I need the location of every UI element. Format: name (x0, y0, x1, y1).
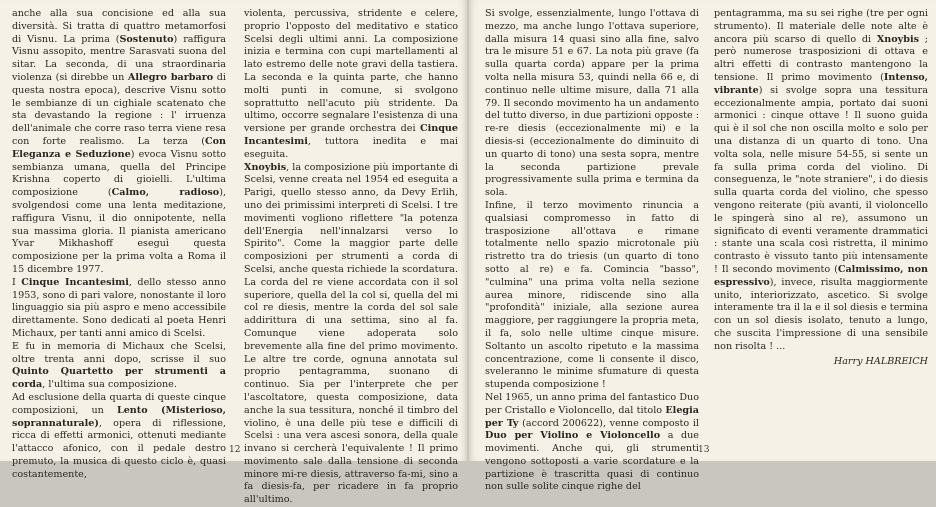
paragraph (714, 8, 928, 354)
paragraph (12, 8, 226, 277)
text-run: , la composizione più importante di Scelsi, venne creata nel 1954 ed eseguita a Parigi, quello stesso anno, da Devy Erlih, uno dei primissimi interpreti di Scelsi. I tre movimenti vogliono riflettere "la potenza dell'Energia nell'innalzarsi verso lo Spirito". Come la maggior parte delle composizioni per strumenti a corda di Scelsi, anche questa richiede la scordatura. La corda del re viene accordata con il sol superiore, quella del la col si, quella del mi col re diesis, mentre la corda del sol sale addirittura di una settima, sino al fa. Comunque viene adoperata solo brevemente alla fine del primo movimento. Le altre tre corde, ognuna annotata sul proprio pentagramma, suonano di continuo. Sia per l'interprete che per l'ascoltatore, questa composizione, data anche la sua tessitura, nonché il timbro del violino, è una delle più tese e difficili di Scelsi : una vera ascesi sonora, della quale invano si cercherà l'equivalente ! Il primo movimento sale dalla tensione di seconda minore mi-re diesis, attraverso fa-mi, sino a fa diesis-fa, per ricadere in fa proprio all'ultimo. (244, 161, 458, 506)
text-run: (accord 200622), venne composto il (518, 417, 699, 429)
page-number-right: 13 (698, 445, 710, 455)
bold-title-text: Cinque Incantesimi (21, 276, 129, 288)
paragraph (244, 162, 458, 507)
page-left (0, 0, 467, 506)
text-run: , tuttora inedita e mai eseguita. (244, 135, 458, 160)
paragraph (12, 341, 226, 392)
paragraph (12, 392, 226, 482)
right-page-column-1 (485, 8, 699, 493)
text-run: pentagramma, ma su sei righe (tre per ogni strumento). Il materiale delle note alte è ancora più scarso di quello di (714, 8, 928, 45)
bold-title-text: Quinto Quartetto per strumenti a corda (12, 366, 226, 391)
text-run: a due movimenti. Anche qui, gli strumenti vengono sottoposti a varie scordature e la partizione è trascritta quasi di continuo non sulle solite cinque righe del (485, 430, 699, 493)
bold-title-text: Xnoybis (876, 33, 920, 45)
bold-title-text: Duo per Violino e Violoncello (485, 430, 661, 442)
text-run: Ad esclusione della quarta di queste cinque composizioni, un (12, 391, 226, 416)
bold-title-text: Calmo, radioso (111, 187, 220, 199)
bold-title-text: Allegro barbaro (127, 71, 214, 83)
page-right (469, 0, 936, 493)
text-run: di questa nostra epoca), descrive Visnu sotto le sembianze di un cighiale scatenato che sta devastando la regione : l' irruenza dell'animale che corre raso terra viene resa con forte realismo. La terza ( (12, 71, 227, 147)
paragraph (244, 8, 458, 162)
bold-title-text: Intenso, vibrante (714, 71, 928, 96)
text-run: violenta, percussiva, stridente e celere, proprio l'opposto del meditativo e statico Scelsi degli ultimi anni. La composizione inizia e termina con cupi martellamenti al lato estremo delle note gravi della tastiera. La seconda e la quinta parte, che hanno molti punti in comune, si svolgono soprattutto nell'acuto più stridente. Da ultimo, occorre segnalare l'esistenza di una versione per grande orchestra dei (244, 8, 458, 135)
paragraph (12, 277, 226, 341)
author-signature: Harry HALBREICH (833, 355, 928, 367)
text-run: , l'ultima sua composizione. (42, 379, 177, 391)
paragraph (485, 200, 699, 392)
bold-title-text: Con Eleganza e Seduzione (12, 135, 226, 160)
bold-title-text: Cinque Incantesimi (244, 123, 458, 147)
left-page-column-1 (12, 8, 227, 480)
bold-title-text: Elegia per Ty (485, 404, 699, 429)
text-run: ) si svolge sopra una tessitura eccezionalmente ampia, portato dai suoni armonici : cinque ottave ! Il suono guida qui è il sol che non oscilla molto e solo per una distanza di un quarto di tono. Una volta sola, nelle misure 54-55, si sente un fa sulla prima corda del violino. Di conseguenza, le "note straniere", i do diesis sulla quarta corda del violino, che spesso vengono reiterate (più avanti, il violoncello le spingerà sino al re), assumono un significato di eventi veramente drammatici : stante una scala così ristretta, il minimo contrasto è vissuto tanto più intensamente ! Il secondo movimento ( (714, 84, 928, 275)
text-run: I (12, 276, 22, 288)
paragraph (485, 8, 699, 200)
text-run: ; però numerose trasposizioni di ottava e altri effetti di contrasto mantengono la tensione. Il primo movimento ( (714, 33, 928, 83)
bold-title-text: Xnoybis (244, 161, 287, 173)
bold-title-text: Sostenuto (119, 33, 174, 45)
left-page-column-2 (244, 8, 458, 506)
text-run: E fu in memoria di Michaux che Scelsi, oltre trenta anni dopo, scrisse il suo (12, 340, 226, 365)
text-run: Si svolge, essenzialmente, lungo l'ottava di mezzo, ma anche lungo l'ottava superiore, dalla misura 14 quasi sino alla fine, salvo tra le misure 51 e 67. La nota più grave (fa sulla quarta corda) appare per la prima volta nella misura 53, quindi nella 66 e, di continuo nelle ultime misure, dalla 71 alla 79. Il secondo movimento ha un andamento del tutto diverso, in due partizioni opposte : re-re diesis (eccezionalmente mi) e la diesis-si (eccezionalmente do diminuito di un quarto di tono) una sesta sopra, mentre la seconda partizione prevale progressivamente sulla prima e termina da sola. (485, 8, 699, 199)
text-run: ) raffigura Visnu assopito, mentre Sarasvati suona del sitar. La seconda, di una straordinaria violenza (si direbbe un (12, 33, 227, 83)
text-run: ), invece, risulta maggiormente unito, interiorizzato, ascetico. Si svolge interamente tra il la e il sol diesis e termina con un sol diesis isolato, tenuto a lungo, che suscita l'impressione di una sensibile non risolta ! ... (714, 276, 928, 352)
text-run: , opera di riflessione, ricca di effetti armonici, ottenuti mediante l'attacco afonico, con il pedale destro premuto, la musica di questo ciclo è, quasi costantemente, (12, 417, 226, 480)
right-page-column-2 (714, 8, 928, 438)
paragraph (485, 392, 699, 494)
text-run: anche alla sua concisione ed alla sua diversità. Si tratta di quattro metamorfosi di Visnu. La prima ( (12, 8, 226, 45)
text-run: ), svolgendosi come una lenta meditazione, raffigura Visnu, il dio onnipotente, nella sua massima gloria. Il pianista americano Yvar Mikhashoff eseguì questa composizione per la prima volta a Roma il 15 dicembre 1977. (12, 187, 226, 275)
text-run: Nel 1965, un anno prima del fantastico Duo per Cristallo e Violoncello, dal titolo (485, 391, 699, 416)
bold-title-text: Calmissimo, non espressivo (714, 263, 928, 288)
bold-title-text: Lento (Misterioso, soprannaturale) (12, 404, 226, 429)
text-run: Infine, il terzo movimento rinuncia a qualsiasi compromesso in fatto di trasposizione all'ottava e rimane totalmente nello spazio microtonale più ristretto tra do triesis (un quarto di tono sotto al re) e fa. Comincia "basso", "culmina" una prima volta nella sezione aurea minore, ridiscende sino alla "profondità" iniziale, alla sezione aurea maggiore, per raggiungere la propria meta, il fa, solo nelle ultime cinque misure. Soltanto un ascolto ripetuto e la massima concentrazione, come li consente il disco, sveleranno le minime sfumature di questa stupenda composizione ! (485, 199, 699, 391)
text-run: ) evoca Visnu sotto sembianza umana, quella del Principe Krishna coperto di gioielli. L'ultima composizione ( (12, 148, 227, 199)
page-number-left: 12 (229, 445, 241, 455)
text-run: , dello stesso anno 1953, sono di pari valore, nonostante il loro linguaggio sia più aspro e meno accessibile direttamente. Sono dedicati al poeta Henri Michaux, per tanti anni amico di Scelsi. (12, 276, 226, 339)
